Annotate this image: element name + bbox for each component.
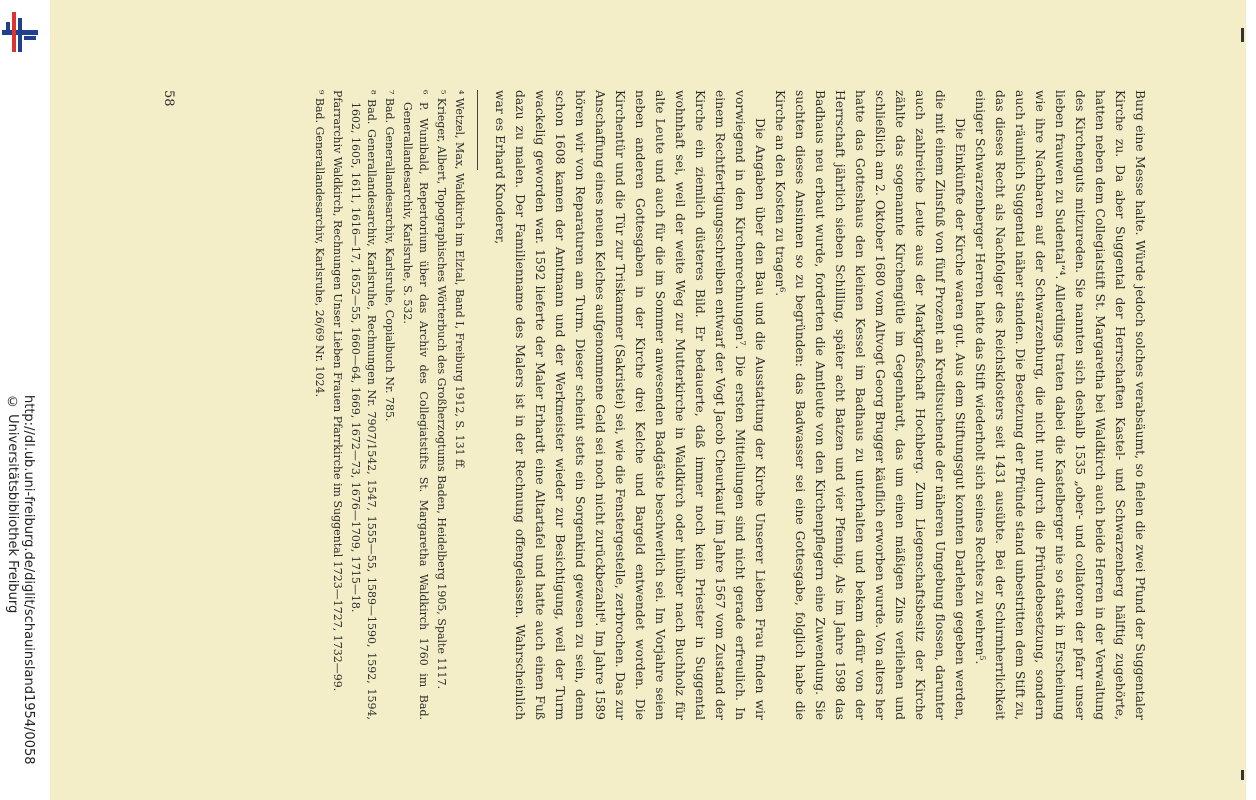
page-edge-mark <box>1241 28 1244 42</box>
footnote: ⁶ P. Wunibald, Repertorium über das Archiv des Collegiatstifts St. Margaretha Waldkirch 1760 im Bad. Generallandesarchiv, Karlsruhe, S. 532. <box>401 90 430 720</box>
page-number: 58 <box>161 90 176 107</box>
rotated-text-area <box>160 90 1150 720</box>
footnote: ⁴ Wetzel, Max, Waldkirch im Elztal, Band I, Freiburg 1912, S. 131 ff. <box>453 90 466 470</box>
paragraph: Burg eine Messe halte. Würde jedoch solches verabsäumt, so fielen die zwei Pfund der Suggentaler Kirche zu. Da aber Suggental der Herrschaften Kastel- und Schwarzenberg hälftig zugehörte, hatten neben dem Collegiatstift St. Margaretha bei Waldkirch auch beide Herren in der Verwaltung des Kirchenguts mitzureden. Sie nannten sich deshalb 1535 „ober- und collatoren der pfarr unser lieben frauwen zu Sudental“⁴. Allerdings traten dabei die Kastelberger nie so stark in Erscheinung wie ihre Nachbaren auf der Schwarzenburg, die nicht nur durch die Pfründebesetzung, sondern auch räumlich Suggental näher standen. Die Besetzung der Pfründe stand unbestritten dem Stift zu, das dieses Recht als Nachfolger des Reichsklosters seit 1431 ausübte. Bei der Schirmherrlichkeit einiger Schwarzenberger Herren hatte das Stift wiederholt sich seines Rechtes zu wehren⁵. <box>973 90 1147 720</box>
footnote: ⁹ Bad. Generallandesarchiv, Karlsruhe, 26/69 Nr. 1024. <box>313 90 326 398</box>
footnote: ⁷ Bad. Generallandesarchiv, Karlsruhe, Copialbuch Nr. 785. <box>383 90 396 422</box>
paragraph: Die Einkünfte der Kirche waren gut. Aus dem Stiftungsgut konnten Darlehen gegeben werden, die mit einem Zinsfuß von fünf Prozent an Kreditsuchende der näheren Umgebung flossen, darunter auch zahlreiche Leute aus der Markgrafschaft Hochberg. Zum Liegenschaftsbesitz der Kirche zählte das sogenannte Kirchengütle im Gegenhardt, das um einen mäßigen Zins verliehen und schließlich am 2. Oktober 1680 vom Altvogt Georg Brugger käuflich erworben wurde. Von alters her hatte das Gotteshaus den kleinen Kessel im Badhaus zu unterhalten und bekam dafür von der Herrschaft jährlich sieben Schilling, später acht Batzen und vier Pfennig. Als im Jahre 1598 das Badhaus neu erbaut wurde, forderten die Amtleute von den Kirchenpflegern eine Zuwendung. Sie suchten dieses Ansinnen so zu begründen: das Badwasser sei eine Gottesgabe, folglich habe die Kirche an den Kosten zu tragen⁶. <box>773 90 967 720</box>
footnote: ⁵ Krieger, Albert, Topographisches Wörterbuch des Großherzogtums Baden, Heidelberg 1905, Spalte 1117. <box>435 90 448 689</box>
footnote-rule <box>477 90 478 170</box>
page-text <box>160 90 1150 720</box>
viewer-left-strip <box>0 0 50 800</box>
library-logo-icon <box>0 8 42 52</box>
footnote: Pfarrarchiv Waldkirch, Rechnungen Unser Lieben Frauen Pfarrkirche im Suggental 1723—1727, 1732—99. <box>331 90 344 692</box>
side-source-text <box>4 395 36 765</box>
source-url: http://dl.ub.uni-freiburg.de/diglit/schauinsland1954/0058 <box>21 395 36 765</box>
paragraph: Die Angaben über den Bau und die Ausstattung der Kirche Unserer Lieben Frau finden wir vorwiegend in den Kirchenrechnungen⁷. Die ersten Mitteilungen sind nicht gerade erfreulich. In einem Rechtfertigungsschreiben entwarf der Vogt Jacob Cheurkauf im Jahre 1567 vom Zustand der Kirche ein ziemlich düsteres Bild. Er bedauerte, daß immer noch kein Priester in Suggental wohnhaft sei, weil der weite Weg zur Mutterkirche in Waldkirch oder hinüber nach Buchholz für alte Leute und auch für die im Sommer anwesenden Badgäste beschwerlich sei. Im Vorjahre seien neben anderen Gottesgaben in der Kirche drei Kelche und Bargeld entwendet worden. Die Kirchentür und die Tür zur Triskammer (Sakristei) sei, wie die Fenstergestelle, zerbrochen. Das zur Anschaffung eines neuen Kelches aufgenommene Geld sei noch nicht zurückbezahlt⁸. Im Jahre 1589 hören wir von Reparaturen am Turm. Dieser scheint stets ein Sorgenkind gewesen zu sein, denn schon 1608 kamen der Amtmann und der Werkmeister wieder zur Besichtigung, weil der Turm wackelig geworden war. 1592 lieferte der Maler Erhardt eine Altartafel und hatte auch einen Fuß dazu zu malen. Der Familienname des Malers ist in der Rechnung offengelassen. Wahrscheinlich war es Erhard Knoderer, <box>493 90 767 720</box>
footnote: ⁸ Bad. Generallandesarchiv, Karlsruhe, Rechnungen Nr. 7907/1542, 1547, 1555—55, 1589—1590, 1592, 1594, 1602, 1605, 1611, 1616—17, 1652—55, 1660—64, 1669, 1672—73, 1676—1709, 1715—18. <box>349 90 378 720</box>
page-edge-mark <box>1241 770 1244 780</box>
copyright-text: © Universitätsbibliothek Freiburg <box>5 395 20 614</box>
